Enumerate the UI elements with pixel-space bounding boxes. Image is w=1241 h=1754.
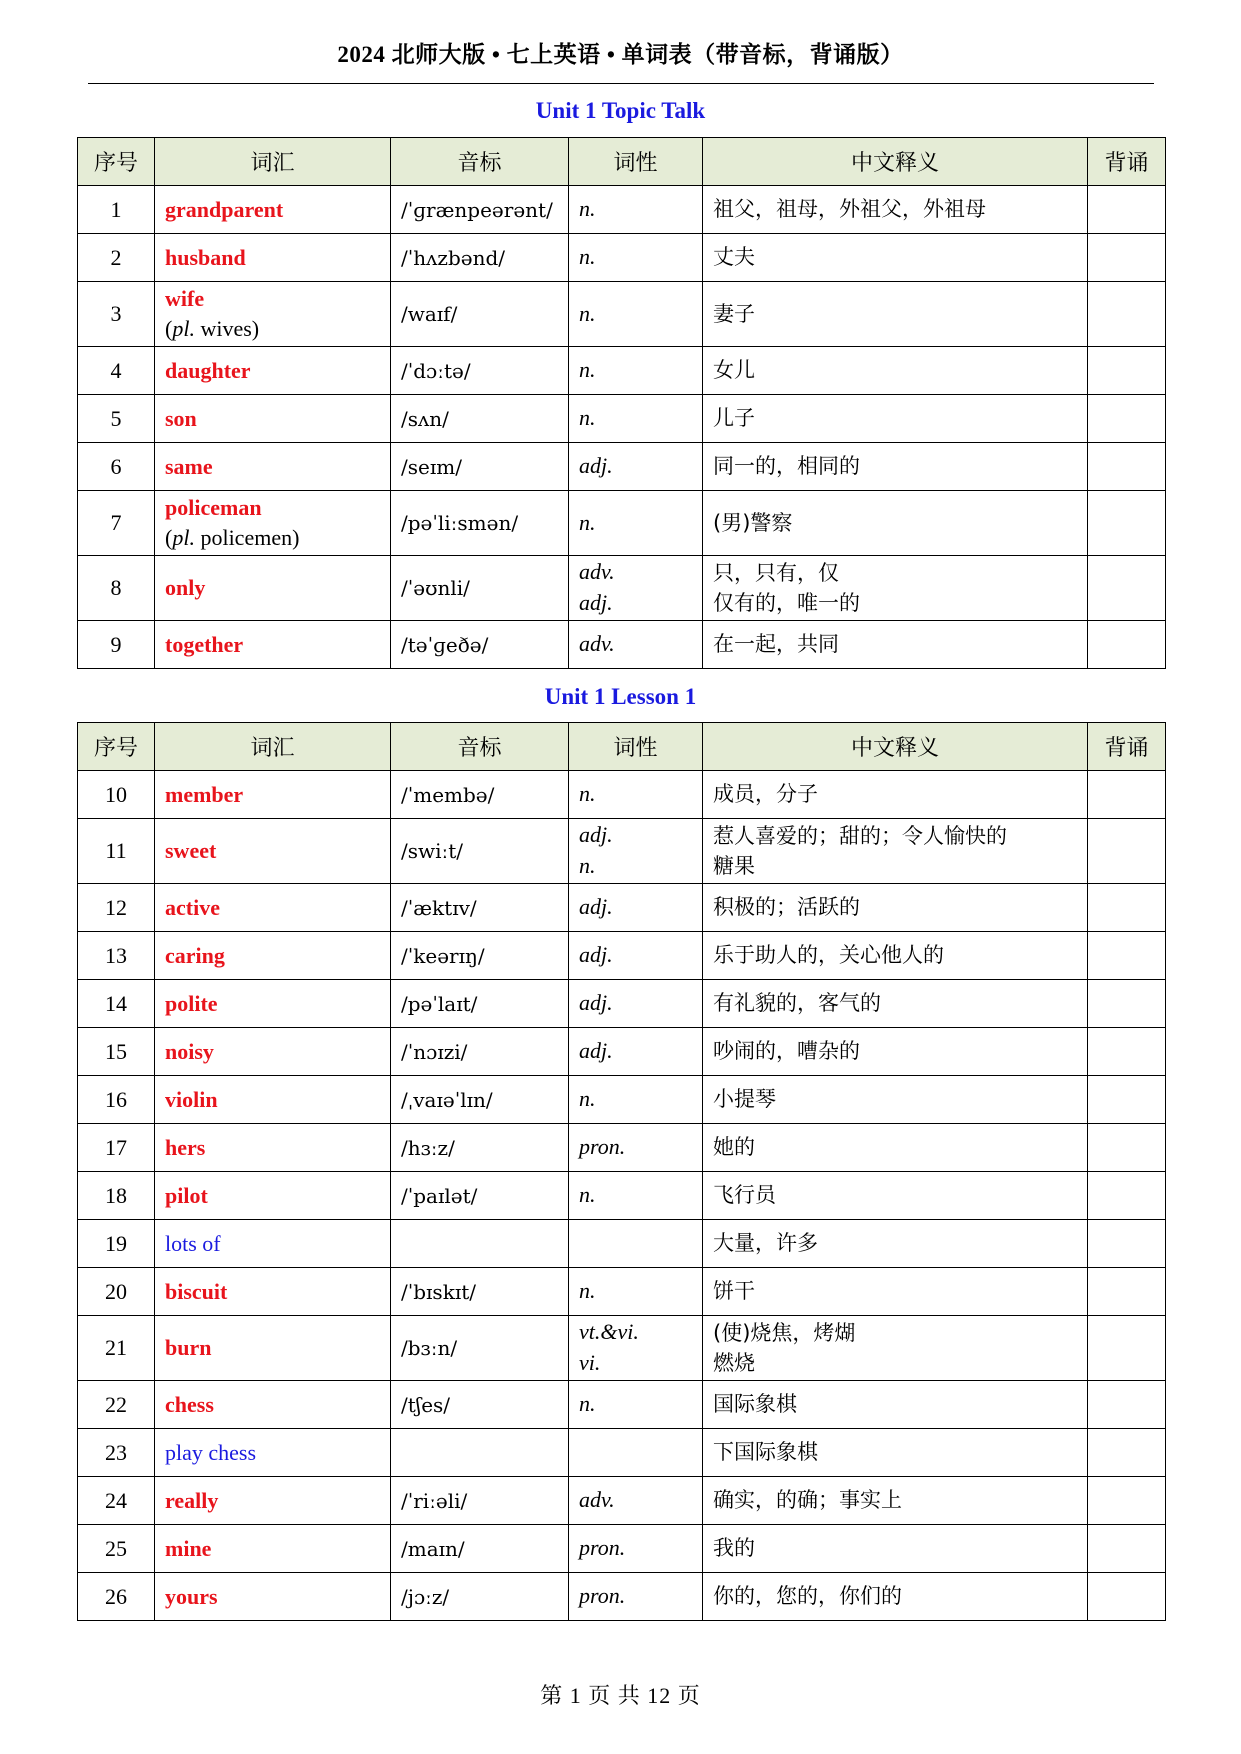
phonetic-cell: /bɜːn/ — [391, 1316, 569, 1381]
phonetic-cell: /tʃes/ — [391, 1381, 569, 1429]
recite-cell[interactable] — [1088, 1525, 1166, 1573]
word-cell — [155, 491, 391, 556]
column-header-word: 词汇 — [155, 138, 391, 186]
part-of-speech: adj. — [579, 590, 613, 615]
part-of-speech-cell — [569, 932, 703, 980]
part-of-speech-cell — [569, 819, 703, 884]
recite-cell[interactable] — [1088, 234, 1166, 282]
table-row — [78, 771, 1166, 819]
meaning-cell — [703, 1124, 1088, 1172]
phonetic-cell: /ˈriːəli/ — [391, 1477, 569, 1525]
row-number: 26 — [78, 1573, 155, 1621]
part-of-speech-cell — [569, 282, 703, 347]
word-cell — [155, 819, 391, 884]
vocab-word: together — [165, 631, 244, 657]
vocab-word: violin — [165, 1086, 218, 1112]
phonetic-cell: /pəˈlaɪt/ — [391, 980, 569, 1028]
word-cell — [155, 1268, 391, 1316]
plural-label: pl. — [172, 525, 195, 550]
meaning-cell — [703, 1220, 1088, 1268]
column-header-num: 序号 — [78, 138, 155, 186]
word-cell — [155, 1028, 391, 1076]
meaning-cell — [703, 1525, 1088, 1573]
word-cell — [155, 1525, 391, 1573]
phonetic-cell: /ˌvaɪəˈlɪn/ — [391, 1076, 569, 1124]
row-number: 13 — [78, 932, 155, 980]
table-row — [78, 234, 1166, 282]
meaning-cell — [703, 1429, 1088, 1477]
table-row — [78, 443, 1166, 491]
phonetic-cell: /seɪm/ — [391, 443, 569, 491]
word-cell — [155, 395, 391, 443]
row-number: 5 — [78, 395, 155, 443]
row-number: 22 — [78, 1381, 155, 1429]
row-number: 23 — [78, 1429, 155, 1477]
meaning-cell — [703, 1316, 1088, 1381]
phonetic-cell: /jɔːz/ — [391, 1573, 569, 1621]
table-row — [78, 621, 1166, 669]
meaning-cell — [703, 884, 1088, 932]
document-title: 2024 北师大版 • 七上英语 • 单词表（带音标，背诵版） — [337, 42, 904, 67]
row-number: 6 — [78, 443, 155, 491]
word-cell — [155, 443, 391, 491]
meaning-cell — [703, 980, 1088, 1028]
part-of-speech-cell — [569, 186, 703, 234]
part-of-speech: n. — [579, 853, 596, 878]
meaning-text: 吵闹的，嘈杂的 — [713, 1039, 860, 1064]
part-of-speech-cell — [569, 1316, 703, 1381]
part-of-speech-cell — [569, 884, 703, 932]
part-of-speech: n. — [579, 509, 596, 535]
recite-cell[interactable] — [1088, 1124, 1166, 1172]
meaning-text: 丈夫 — [713, 245, 755, 270]
plural-form: (pl. policemen) — [165, 525, 300, 550]
column-header-ipa: 音标 — [391, 138, 569, 186]
word-cell — [155, 1381, 391, 1429]
meaning-cell — [703, 234, 1088, 282]
part-of-speech-cell — [569, 1076, 703, 1124]
row-number: 7 — [78, 491, 155, 556]
row-number: 25 — [78, 1525, 155, 1573]
part-of-speech: n. — [579, 1391, 596, 1417]
meaning-cell — [703, 491, 1088, 556]
vocab-word: same — [165, 453, 213, 479]
word-cell — [155, 1573, 391, 1621]
part-of-speech-cell — [569, 491, 703, 556]
recite-cell[interactable] — [1088, 556, 1166, 621]
part-of-speech-cell — [569, 1268, 703, 1316]
vocab-word: polite — [165, 990, 218, 1016]
part-of-speech: pron. — [579, 1583, 626, 1609]
word-cell — [155, 282, 391, 347]
part-of-speech-cell — [569, 980, 703, 1028]
part-of-speech-cell — [569, 395, 703, 443]
meaning-text: 妻子 — [713, 301, 755, 326]
vocab-word: sweet — [165, 838, 217, 864]
table-row — [78, 1477, 1166, 1525]
meaning-text: 女儿 — [713, 358, 755, 383]
part-of-speech-cell — [569, 771, 703, 819]
vocab-word: only — [165, 575, 206, 601]
meaning-text: 大量，许多 — [713, 1231, 818, 1256]
meaning-cell — [703, 1477, 1088, 1525]
phonetic-cell: /ˈhʌzbənd/ — [391, 234, 569, 282]
title-divider — [88, 83, 1154, 84]
vocab-word: hers — [165, 1134, 206, 1160]
recite-cell[interactable] — [1088, 884, 1166, 932]
phrase-text: lots of — [165, 1230, 221, 1256]
vocab-word: mine — [165, 1535, 212, 1561]
part-of-speech: pron. — [579, 1134, 626, 1160]
meaning-text: 糖果 — [713, 854, 755, 878]
meaning-text: (使)烧焦，烤煳 — [713, 1320, 856, 1345]
row-number: 20 — [78, 1268, 155, 1316]
table-row — [78, 395, 1166, 443]
meaning-cell — [703, 1381, 1088, 1429]
word-cell — [155, 556, 391, 621]
word-cell — [155, 1429, 391, 1477]
part-of-speech: n. — [579, 244, 596, 270]
row-number: 2 — [78, 234, 155, 282]
part-of-speech-cell — [569, 1573, 703, 1621]
meaning-cell — [703, 771, 1088, 819]
meaning-text: 国际象棋 — [713, 1392, 797, 1417]
meaning-text: 确实，的确；事实上 — [713, 1488, 902, 1513]
vocab-word: caring — [165, 942, 225, 968]
phonetic-cell: /ˈɡrænpeərənt/ — [391, 186, 569, 234]
row-number: 17 — [78, 1124, 155, 1172]
meaning-text: 仅有的，唯一的 — [713, 591, 860, 615]
column-header-pos: 词性 — [569, 723, 703, 771]
part-of-speech: n. — [579, 1086, 596, 1112]
recite-cell[interactable] — [1088, 980, 1166, 1028]
row-number: 8 — [78, 556, 155, 621]
phonetic-cell: /ˈpaɪlət/ — [391, 1172, 569, 1220]
recite-cell[interactable] — [1088, 1268, 1166, 1316]
word-cell — [155, 1477, 391, 1525]
meaning-cell — [703, 1076, 1088, 1124]
meaning-text: 燃烧 — [713, 1351, 755, 1375]
meaning-text: 在一起，共同 — [713, 632, 839, 657]
table-header-row — [78, 138, 1166, 186]
phonetic-cell: /ˈəʊnli/ — [391, 556, 569, 621]
part-of-speech-cell — [569, 443, 703, 491]
meaning-cell — [703, 186, 1088, 234]
part-of-speech: adj. — [579, 942, 613, 968]
word-cell — [155, 980, 391, 1028]
part-of-speech-cell — [569, 1381, 703, 1429]
table-row — [78, 347, 1166, 395]
part-of-speech-cell — [569, 234, 703, 282]
table-row — [78, 1124, 1166, 1172]
word-cell — [155, 1220, 391, 1268]
row-number: 3 — [78, 282, 155, 347]
row-number: 14 — [78, 980, 155, 1028]
row-number: 9 — [78, 621, 155, 669]
meaning-text: 积极的；活跃的 — [713, 895, 860, 920]
meaning-cell — [703, 1028, 1088, 1076]
table-row — [78, 884, 1166, 932]
vocab-word: chess — [165, 1391, 214, 1417]
table-row — [78, 1028, 1166, 1076]
recite-cell[interactable] — [1088, 1028, 1166, 1076]
part-of-speech: n. — [579, 405, 596, 431]
row-number: 15 — [78, 1028, 155, 1076]
table-row — [78, 1268, 1166, 1316]
row-number: 21 — [78, 1316, 155, 1381]
meaning-cell — [703, 1573, 1088, 1621]
vocab-table-topic-talk — [77, 137, 1166, 669]
table-row — [78, 1172, 1166, 1220]
column-header-recite: 背诵 — [1088, 723, 1166, 771]
phonetic-cell: /sʌn/ — [391, 395, 569, 443]
part-of-speech: adj. — [579, 990, 613, 1016]
column-header-num: 序号 — [78, 723, 155, 771]
word-cell — [155, 234, 391, 282]
vocab-word: burn — [165, 1335, 212, 1361]
word-cell — [155, 932, 391, 980]
meaning-cell — [703, 1172, 1088, 1220]
vocab-word: daughter — [165, 357, 251, 383]
part-of-speech: n. — [579, 781, 596, 807]
recite-cell[interactable] — [1088, 1477, 1166, 1525]
recite-cell[interactable] — [1088, 491, 1166, 556]
meaning-cell — [703, 395, 1088, 443]
meaning-text: 有礼貌的，客气的 — [713, 991, 881, 1016]
word-cell — [155, 1076, 391, 1124]
phonetic-cell: /swiːt/ — [391, 819, 569, 884]
table-header-row — [78, 723, 1166, 771]
phonetic-cell: /hɜːz/ — [391, 1124, 569, 1172]
phonetic-cell: /ˈdɔːtə/ — [391, 347, 569, 395]
vocab-word: wife — [165, 286, 205, 312]
word-cell — [155, 1172, 391, 1220]
row-number: 18 — [78, 1172, 155, 1220]
meaning-cell — [703, 621, 1088, 669]
vocab-word: active — [165, 894, 220, 920]
table-row — [78, 1381, 1166, 1429]
recite-cell[interactable] — [1088, 1172, 1166, 1220]
word-cell — [155, 621, 391, 669]
part-of-speech-cell — [569, 1220, 703, 1268]
part-of-speech: n. — [579, 1278, 596, 1304]
recite-cell[interactable] — [1088, 771, 1166, 819]
recite-cell[interactable] — [1088, 282, 1166, 347]
meaning-text: 儿子 — [713, 406, 755, 431]
word-cell — [155, 1124, 391, 1172]
table-row — [78, 1573, 1166, 1621]
meaning-cell — [703, 1268, 1088, 1316]
meaning-text: 只，只有，仅 — [713, 560, 839, 585]
meaning-cell — [703, 443, 1088, 491]
row-number: 12 — [78, 884, 155, 932]
part-of-speech: pron. — [579, 1535, 626, 1561]
vocab-table-lesson-1 — [77, 722, 1166, 1621]
word-cell — [155, 771, 391, 819]
table-row — [78, 556, 1166, 621]
meaning-cell — [703, 932, 1088, 980]
table-row — [78, 1220, 1166, 1268]
meaning-text: 惹人喜爱的；甜的；令人愉快的 — [713, 823, 1007, 848]
meaning-text: 我的 — [713, 1536, 755, 1561]
recite-cell[interactable] — [1088, 932, 1166, 980]
recite-cell[interactable] — [1088, 395, 1166, 443]
vocab-word: yours — [165, 1583, 218, 1609]
recite-cell[interactable] — [1088, 1220, 1166, 1268]
table-row — [78, 186, 1166, 234]
table-row — [78, 1316, 1166, 1381]
row-number: 19 — [78, 1220, 155, 1268]
table-row — [78, 932, 1166, 980]
phonetic-cell: /ˈnɔɪzi/ — [391, 1028, 569, 1076]
recite-cell[interactable] — [1088, 1316, 1166, 1381]
phonetic-cell: /pəˈliːsmən/ — [391, 491, 569, 556]
part-of-speech-cell — [569, 1172, 703, 1220]
phonetic-cell: /ˈæktɪv/ — [391, 884, 569, 932]
page-footer: 第 1 页 共 12 页 — [540, 1683, 701, 1708]
phonetic-cell: /ˈbɪskɪt/ — [391, 1268, 569, 1316]
phonetic-cell — [391, 1429, 569, 1477]
recite-cell[interactable] — [1088, 819, 1166, 884]
phonetic-cell: /waɪf/ — [391, 282, 569, 347]
recite-cell[interactable] — [1088, 443, 1166, 491]
part-of-speech-cell — [569, 621, 703, 669]
recite-cell[interactable] — [1088, 347, 1166, 395]
table-row — [78, 1429, 1166, 1477]
recite-cell[interactable] — [1088, 1381, 1166, 1429]
phonetic-cell: /təˈɡeðə/ — [391, 621, 569, 669]
section-heading-lesson-1: Unit 1 Lesson 1 — [544, 684, 697, 709]
phrase-text: play chess — [165, 1439, 257, 1465]
recite-cell[interactable] — [1088, 621, 1166, 669]
column-header-recite: 背诵 — [1088, 138, 1166, 186]
row-number: 10 — [78, 771, 155, 819]
part-of-speech: n. — [579, 357, 596, 383]
vocab-word: husband — [165, 244, 246, 270]
part-of-speech-cell — [569, 1477, 703, 1525]
part-of-speech: n. — [579, 300, 596, 326]
vocab-word: member — [165, 781, 244, 807]
meaning-text: 飞行员 — [713, 1183, 776, 1208]
row-number: 24 — [78, 1477, 155, 1525]
meaning-text: 小提琴 — [713, 1087, 776, 1112]
plural-form: (pl. wives) — [165, 316, 260, 341]
recite-cell[interactable] — [1088, 1076, 1166, 1124]
part-of-speech: n. — [579, 196, 596, 222]
column-header-pos: 词性 — [569, 138, 703, 186]
word-cell — [155, 347, 391, 395]
vocab-word: son — [165, 405, 197, 431]
part-of-speech: vt.&vi. — [579, 1319, 639, 1345]
word-cell — [155, 1316, 391, 1381]
meaning-cell — [703, 282, 1088, 347]
phonetic-cell — [391, 1220, 569, 1268]
table-row — [78, 491, 1166, 556]
vocab-word: noisy — [165, 1038, 214, 1064]
part-of-speech-cell — [569, 1028, 703, 1076]
column-header-meaning: 中文释义 — [703, 138, 1088, 186]
plural-word: wives) — [194, 316, 260, 341]
recite-cell[interactable] — [1088, 186, 1166, 234]
meaning-text: 你的，您的，你们的 — [713, 1584, 902, 1609]
vocab-word: really — [165, 1487, 219, 1513]
meaning-cell — [703, 347, 1088, 395]
meaning-text: (男)警察 — [713, 510, 793, 535]
part-of-speech: adv. — [579, 631, 615, 657]
part-of-speech: adv. — [579, 1487, 615, 1513]
part-of-speech: vi. — [579, 1350, 601, 1375]
part-of-speech-cell — [569, 1124, 703, 1172]
part-of-speech: adj. — [579, 1038, 613, 1064]
table-row — [78, 282, 1166, 347]
meaning-text: 成员，分子 — [713, 782, 818, 807]
row-number: 4 — [78, 347, 155, 395]
part-of-speech-cell — [569, 1429, 703, 1477]
part-of-speech: adj. — [579, 453, 613, 479]
meaning-cell — [703, 819, 1088, 884]
part-of-speech: adj. — [579, 894, 613, 920]
meaning-text: 她的 — [713, 1135, 755, 1160]
meaning-text: 饼干 — [713, 1279, 755, 1304]
meaning-text: 祖父，祖母，外祖父，外祖母 — [713, 197, 986, 222]
table-row — [78, 1525, 1166, 1573]
column-header-ipa: 音标 — [391, 723, 569, 771]
word-cell — [155, 884, 391, 932]
vocab-word: grandparent — [165, 196, 284, 222]
column-header-word: 词汇 — [155, 723, 391, 771]
part-of-speech-cell — [569, 1525, 703, 1573]
word-cell — [155, 186, 391, 234]
row-number: 11 — [78, 819, 155, 884]
plural-word: policemen) — [194, 525, 300, 550]
phonetic-cell: /ˈmembə/ — [391, 771, 569, 819]
vocab-word: biscuit — [165, 1278, 228, 1304]
meaning-text: 乐于助人的，关心他人的 — [713, 943, 944, 968]
vocab-word: policeman — [165, 495, 262, 521]
recite-cell[interactable] — [1088, 1573, 1166, 1621]
part-of-speech: adv. — [579, 559, 615, 585]
meaning-text: 同一的，相同的 — [713, 454, 860, 479]
part-of-speech-cell — [569, 347, 703, 395]
column-header-meaning: 中文释义 — [703, 723, 1088, 771]
part-of-speech: adj. — [579, 822, 613, 848]
table-row — [78, 819, 1166, 884]
part-of-speech: n. — [579, 1182, 596, 1208]
recite-cell[interactable] — [1088, 1429, 1166, 1477]
table-row — [78, 980, 1166, 1028]
row-number: 1 — [78, 186, 155, 234]
section-heading-topic-talk: Unit 1 Topic Talk — [535, 98, 706, 123]
table-row — [78, 1076, 1166, 1124]
part-of-speech-cell — [569, 556, 703, 621]
row-number: 16 — [78, 1076, 155, 1124]
phonetic-cell: /ˈkeərɪŋ/ — [391, 932, 569, 980]
meaning-cell — [703, 556, 1088, 621]
vocab-word: pilot — [165, 1182, 208, 1208]
phonetic-cell: /maɪn/ — [391, 1525, 569, 1573]
meaning-text: 下国际象棋 — [713, 1440, 818, 1465]
plural-label: pl. — [172, 316, 195, 341]
